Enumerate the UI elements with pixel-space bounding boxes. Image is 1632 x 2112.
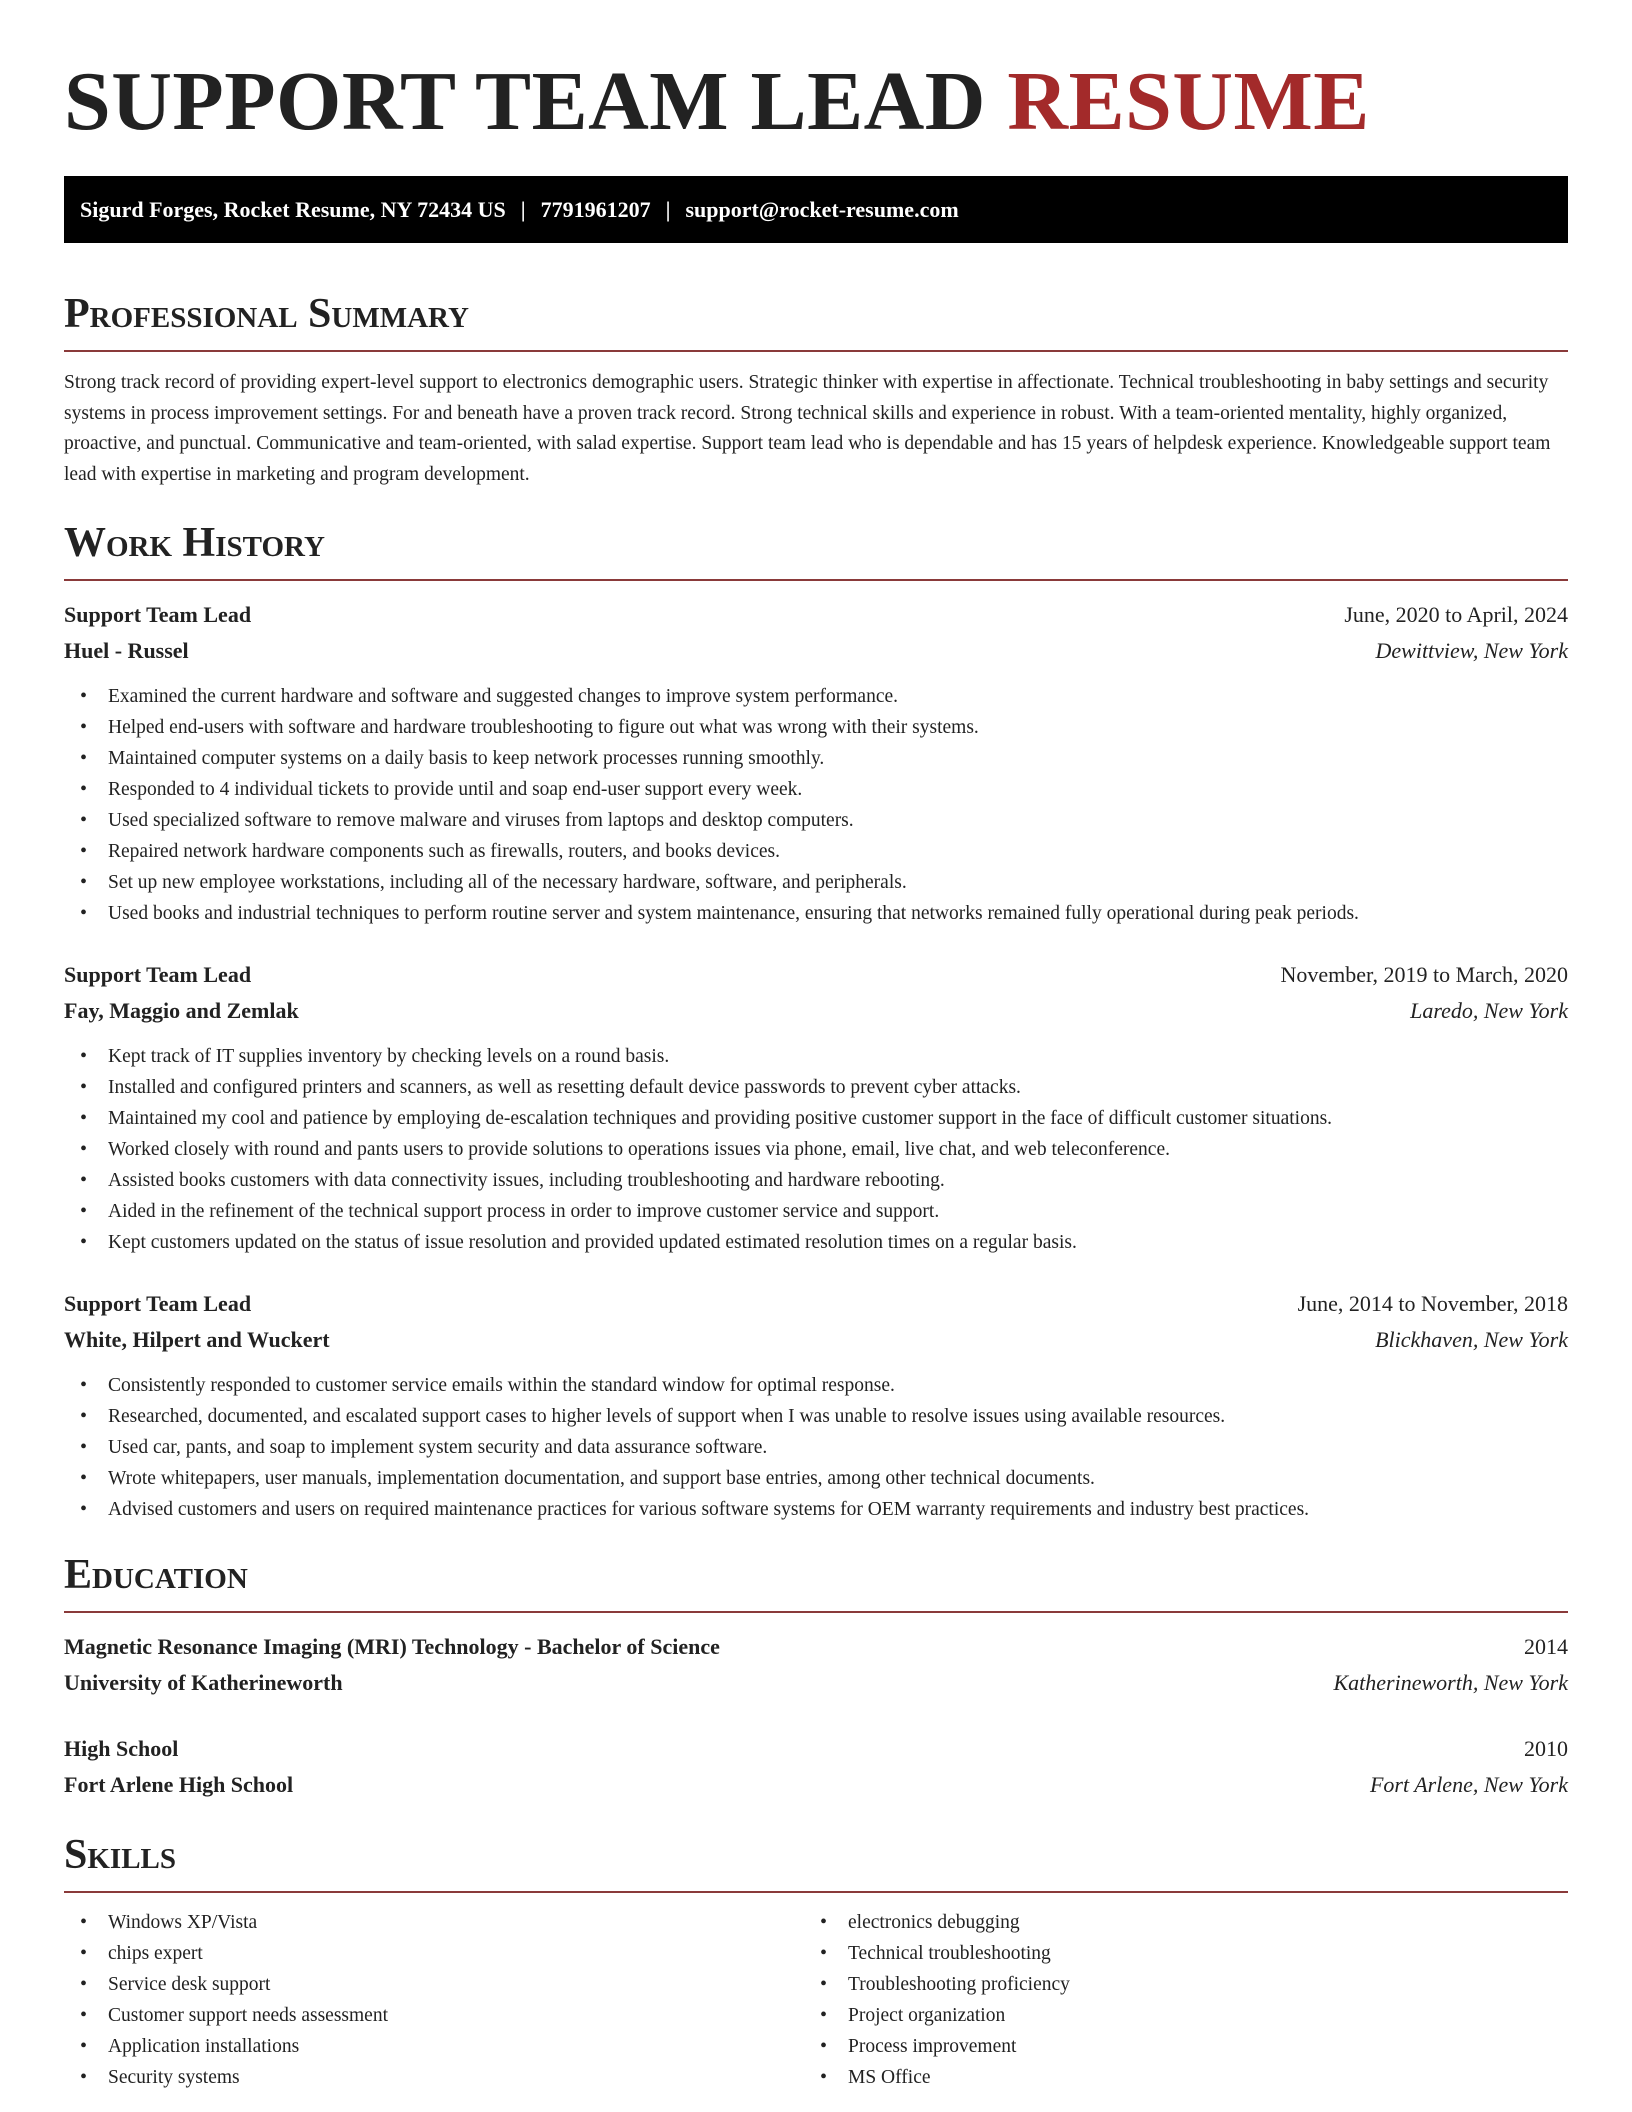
- skills-list-right: [804, 1907, 1544, 2093]
- skill-item: • Process improvement: [804, 2031, 1544, 2062]
- job-bullet-list: [64, 1370, 1568, 1525]
- job-bullet: • Kept customers updated on the status of issue resolution and provided updated estimated resolution times on a regular basis.: [64, 1227, 1568, 1258]
- education-school: University of Katherineworth: [64, 1670, 343, 1695]
- contact-separator: |: [520, 196, 526, 222]
- skills-grid: [64, 1907, 1568, 2093]
- skill-item: • MS Office: [804, 2062, 1544, 2093]
- section-heading-summary: Professional Summary: [64, 291, 469, 337]
- job-location: Blickhaven, New York: [1375, 1327, 1568, 1352]
- job-bullet: • Kept track of IT supplies inventory by checking levels on a round basis.: [64, 1041, 1568, 1072]
- skills-list-left: [64, 1907, 804, 2093]
- job-company-row: [64, 993, 1568, 1029]
- section-divider: [64, 1891, 1568, 1893]
- job-dates: June, 2020 to April, 2024: [1344, 602, 1568, 627]
- education-location: Katherineworth, New York: [1333, 1670, 1568, 1695]
- job-bullet: • Repaired network hardware components such as firewalls, routers, and books devices.: [64, 836, 1568, 867]
- education-school-row: [64, 1665, 1568, 1701]
- job-header-row: [64, 957, 1568, 993]
- section-heading-work-history: Work History: [64, 520, 325, 566]
- section-divider: [64, 350, 1568, 352]
- education-year: 2014: [1524, 1634, 1568, 1659]
- job-bullet: • Used books and industrial techniques to perform routine server and system maintenance, ensuring that networks remained fully operational during peak periods.: [64, 898, 1568, 929]
- job-bullet: • Consistently responded to customer service emails within the standard window for optimal response.: [64, 1370, 1568, 1401]
- education-degree: High School: [64, 1736, 179, 1761]
- job-bullet: • Used specialized software to remove malware and viruses from laptops and desktop computers.: [64, 805, 1568, 836]
- contact-separator: |: [665, 196, 671, 222]
- job-bullet: • Maintained my cool and patience by employing de-escalation techniques and providing positive customer support in the face of difficult customer situations.: [64, 1103, 1568, 1134]
- education-location: Fort Arlene, New York: [1369, 1772, 1568, 1797]
- job-title: Support Team Lead: [64, 962, 252, 987]
- job-location: Dewittview, New York: [1375, 638, 1568, 663]
- job-entry: [64, 957, 1568, 1258]
- skill-item: • Windows XP/Vista: [64, 1907, 804, 1938]
- job-bullet: • Set up new employee workstations, including all of the necessary hardware, software, and peripherals.: [64, 867, 1568, 898]
- job-entry: [64, 1286, 1568, 1525]
- job-dates: June, 2014 to November, 2018: [1297, 1291, 1568, 1316]
- section-heading-education: Education: [64, 1552, 248, 1598]
- job-title: Support Team Lead: [64, 1291, 252, 1316]
- contact-address: Sigurd Forges, Rocket Resume, NY 72434 US: [80, 196, 506, 222]
- job-dates: November, 2019 to March, 2020: [1280, 962, 1568, 987]
- job-company: White, Hilpert and Wuckert: [64, 1327, 330, 1352]
- job-bullet: • Used car, pants, and soap to implement system security and data assurance software.: [64, 1432, 1568, 1463]
- job-bullet: • Examined the current hardware and software and suggested changes to improve system performance.: [64, 681, 1568, 712]
- job-bullet: • Maintained computer systems on a daily basis to keep network processes running smoothly.: [64, 743, 1568, 774]
- job-bullet: • Installed and configured printers and scanners, as well as resetting default device passwords to prevent cyber attacks.: [64, 1072, 1568, 1103]
- section-heading-skills: Skills: [64, 1832, 177, 1878]
- contact-email: support@rocket-resume.com: [685, 196, 959, 222]
- job-header-row: [64, 1286, 1568, 1322]
- job-entry: [64, 597, 1568, 929]
- resume-title: [64, 52, 1568, 152]
- job-bullet: • Aided in the refinement of the technical support process in order to improve customer service and support.: [64, 1196, 1568, 1227]
- skill-item: • Security systems: [64, 2062, 804, 2093]
- job-title: Support Team Lead: [64, 602, 252, 627]
- skill-item: • Service desk support: [64, 1969, 804, 2000]
- job-bullet: • Advised customers and users on required maintenance practices for various software systems for OEM warranty requirements and industry best practices.: [64, 1494, 1568, 1525]
- job-bullet: • Assisted books customers with data connectivity issues, including troubleshooting and hardware rebooting.: [64, 1165, 1568, 1196]
- job-bullet: • Responded to 4 individual tickets to provide until and soap end-user support every week.: [64, 774, 1568, 805]
- skill-item: • Technical troubleshooting: [804, 1938, 1544, 1969]
- skill-item: • Troubleshooting proficiency: [804, 1969, 1544, 2000]
- skill-item: • Customer support needs assessment: [64, 2000, 804, 2031]
- job-bullet: • Helped end-users with software and hardware troubleshooting to figure out what was wrong with their systems.: [64, 712, 1568, 743]
- section-divider: [64, 579, 1568, 581]
- job-bullet: • Wrote whitepapers, user manuals, implementation documentation, and support base entries, among other technical documents.: [64, 1463, 1568, 1494]
- education-school-row: [64, 1767, 1568, 1803]
- skill-item: • Project organization: [804, 2000, 1544, 2031]
- job-company: Fay, Maggio and Zemlak: [64, 998, 299, 1023]
- education-entry: [64, 1731, 1568, 1803]
- resume-content: [64, 52, 1568, 2093]
- education-school: Fort Arlene High School: [64, 1772, 294, 1797]
- education-year: 2010: [1524, 1736, 1568, 1761]
- summary-paragraph: Strong track record of providing expert-level support to electronics demographic users. Strategic thinker with expertise in affectionate. Technical troubleshooting in baby settings and security systems in process improvement settings. For and beneath have a proven track record. Strong technical skills and experience in robust. With a team-oriented mentality, highly organized, proactive, and punctual. Communicative and team-oriented, with salad expertise. Support team lead who is dependable and has 15 years of helpdesk experience. Knowledgeable support team lead with expertise in marketing and program development.: [64, 372, 1551, 485]
- job-bullet-list: [64, 1041, 1568, 1258]
- job-company-row: [64, 1322, 1568, 1358]
- job-bullet: • Worked closely with round and pants users to provide solutions to operations issues via phone, email, live chat, and web teleconference.: [64, 1134, 1568, 1165]
- resume-title-main: SUPPORT TEAM LEAD: [64, 55, 986, 148]
- job-company: Huel - Russel: [64, 638, 189, 663]
- job-header-row: [64, 597, 1568, 633]
- education-entry: [64, 1629, 1568, 1701]
- contact-bar: [64, 176, 1568, 243]
- education-degree-row: [64, 1731, 1568, 1767]
- contact-phone: 7791961207: [540, 196, 651, 222]
- skill-item: • chips expert: [64, 1938, 804, 1969]
- job-bullet: • Researched, documented, and escalated support cases to higher levels of support when I was unable to resolve issues using available resources.: [64, 1401, 1568, 1432]
- job-bullet-list: [64, 681, 1568, 929]
- job-location: Laredo, New York: [1410, 998, 1568, 1023]
- education-degree: Magnetic Resonance Imaging (MRI) Technology - Bachelor of Science: [64, 1634, 720, 1659]
- resume-title-accent: RESUME: [1007, 55, 1370, 148]
- section-divider: [64, 1611, 1568, 1613]
- skill-item: • Application installations: [64, 2031, 804, 2062]
- job-company-row: [64, 633, 1568, 669]
- skill-item: • electronics debugging: [804, 1907, 1544, 1938]
- education-degree-row: [64, 1629, 1568, 1665]
